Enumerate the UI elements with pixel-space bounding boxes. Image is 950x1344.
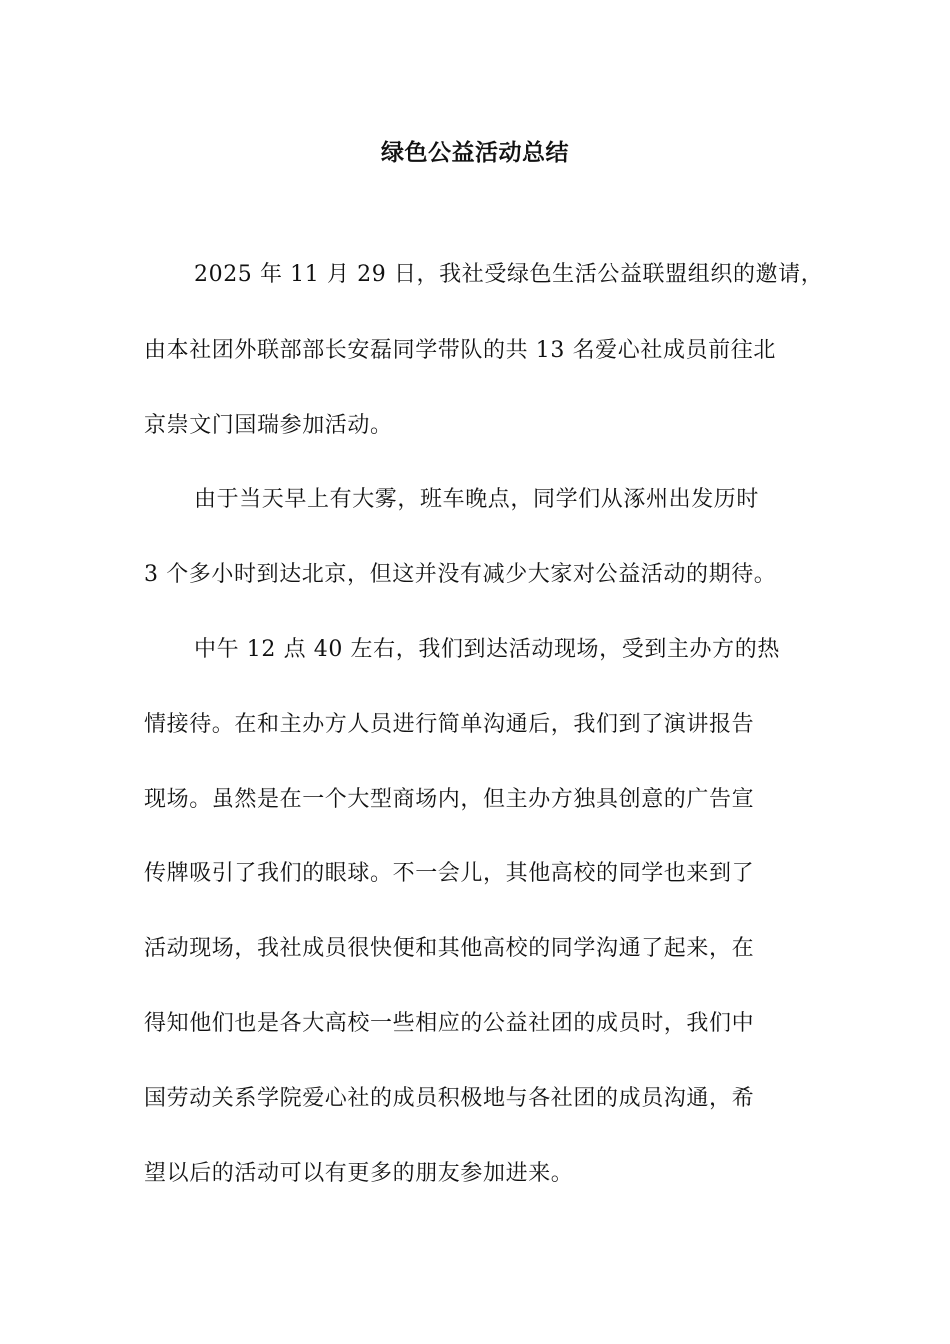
paragraph-3-line-4: 传牌吸引了我们的眼球。不一会儿，其他高校的同学也来到了 bbox=[144, 861, 755, 886]
paragraph-3-line-5: 活动现场，我社成员很快便和其他高校的同学沟通了起来，在 bbox=[144, 936, 755, 961]
paragraph-2-line-1: 由于当天早上有大雾，班车晚点，同学们从涿州出发历时 bbox=[194, 487, 760, 512]
paragraph-2-line-2: 3 个多小时到达北京，但这并没有减少大家对公益活动的期待。 bbox=[144, 562, 777, 587]
paragraph-3-line-1: 中午 12 点 40 左右，我们到达活动现场，受到主办方的热 bbox=[194, 637, 780, 662]
paragraph-3-line-2: 情接待。在和主办方人员进行简单沟通后，我们到了演讲报告 bbox=[144, 712, 755, 737]
paragraph-3-line-7: 国劳动关系学院爱心社的成员积极地与各社团的成员沟通，希 bbox=[144, 1086, 755, 1111]
paragraph-1-line-3: 京崇文门国瑞参加活动。 bbox=[144, 413, 393, 438]
paragraph-1-line-2: 由本社团外联部部长安磊同学带队的共 13 名爱心社成员前往北 bbox=[144, 338, 776, 363]
paragraph-3-line-8: 望以后的活动可以有更多的朋友参加进来。 bbox=[144, 1161, 574, 1186]
paragraph-3-line-6: 得知他们也是各大高校一些相应的公益社团的成员时，我们中 bbox=[144, 1011, 755, 1036]
paragraph-3-line-3: 现场。虽然是在一个大型商场内，但主办方独具创意的广告宣 bbox=[144, 787, 755, 812]
document-title: 绿色公益活动总结 bbox=[381, 140, 569, 166]
paragraph-1-line-1: 2025 年 11 月 29 日，我社受绿色生活公益联盟组织的邀请， bbox=[194, 262, 824, 287]
